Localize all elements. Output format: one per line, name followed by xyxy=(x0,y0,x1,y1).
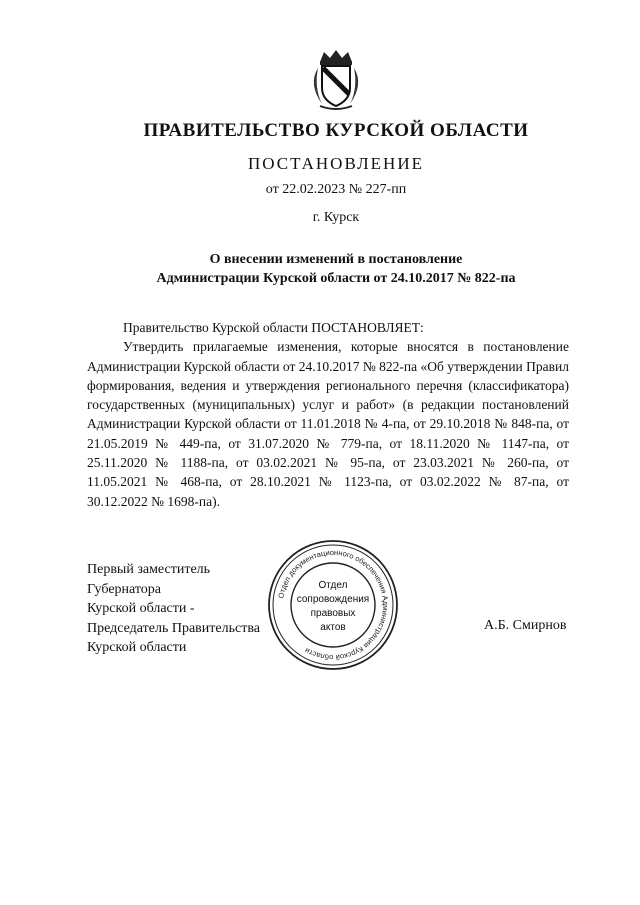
subject-line-2: Администрации Курской области от 24.10.2017 № 822-па xyxy=(156,271,516,286)
government-name: ПРАВИТЕЛЬСТВО КУРСКОЙ ОБЛАСТИ xyxy=(143,120,529,141)
stamp-line-3: правовых xyxy=(310,608,356,619)
resolution-paragraph: Утвердить прилагаемые изменения, которые вносятся в постановление Администрации Курской области от 24.10.2017 № 822-па «Об утверждении Правил формирования, ведения и утверждения регионального перечня (классификатора) государственных (муниципальных) услуг и работ» (в редакции постановлений Администрации Курской области от 11.01.2018 № 4-па, от 29.10.2018 № 848-па, от 21.05.2019 № 449-па, от 31.07.2020 № 779-па, от 18.11.2020 № 1147-па, от 25.11.2020 № 1188-па, от 03.02.2021 № 95-па, от 23.03.2021 № 260-па, от 11.05.2021 № 468-па, от 28.10.2021 № 1123-па, от 03.02.2022 № 87-па, от 30.12.2022 № 1698-па). xyxy=(87,339,569,509)
position-line-3: Председатель Правительства xyxy=(87,620,260,636)
document-type: ПОСТАНОВЛЕНИЕ xyxy=(247,154,424,173)
signatory-position xyxy=(87,560,287,658)
position-line-4: Курской области xyxy=(87,640,187,655)
subject-line-1: О внесении изменений в постановление xyxy=(209,252,463,267)
document-city: г. Курск xyxy=(312,210,360,225)
stamp-line-1: Отдел xyxy=(318,580,348,591)
document-date-number: от 22.02.2023 № 227-пп xyxy=(265,182,407,197)
document-subject xyxy=(0,250,640,288)
signatory-name: А.Б. Смирнов xyxy=(484,618,567,633)
stamp-line-4: актов xyxy=(320,622,346,633)
resolution-intro: Правительство Курской области ПОСТАНОВЛЯЕТ: xyxy=(123,320,424,335)
position-line-2: Курской области - xyxy=(87,601,195,616)
kursk-coat-of-arms-icon xyxy=(300,48,372,112)
legal-department-stamp xyxy=(266,538,400,672)
stamp-ring-text: Отдел документационного обеспечения Администрации Курской области xyxy=(276,547,391,663)
position-line-1: Первый заместитель Губернатора xyxy=(87,562,211,597)
stamp-line-2: сопровождения xyxy=(296,594,370,605)
document-body xyxy=(87,318,569,524)
